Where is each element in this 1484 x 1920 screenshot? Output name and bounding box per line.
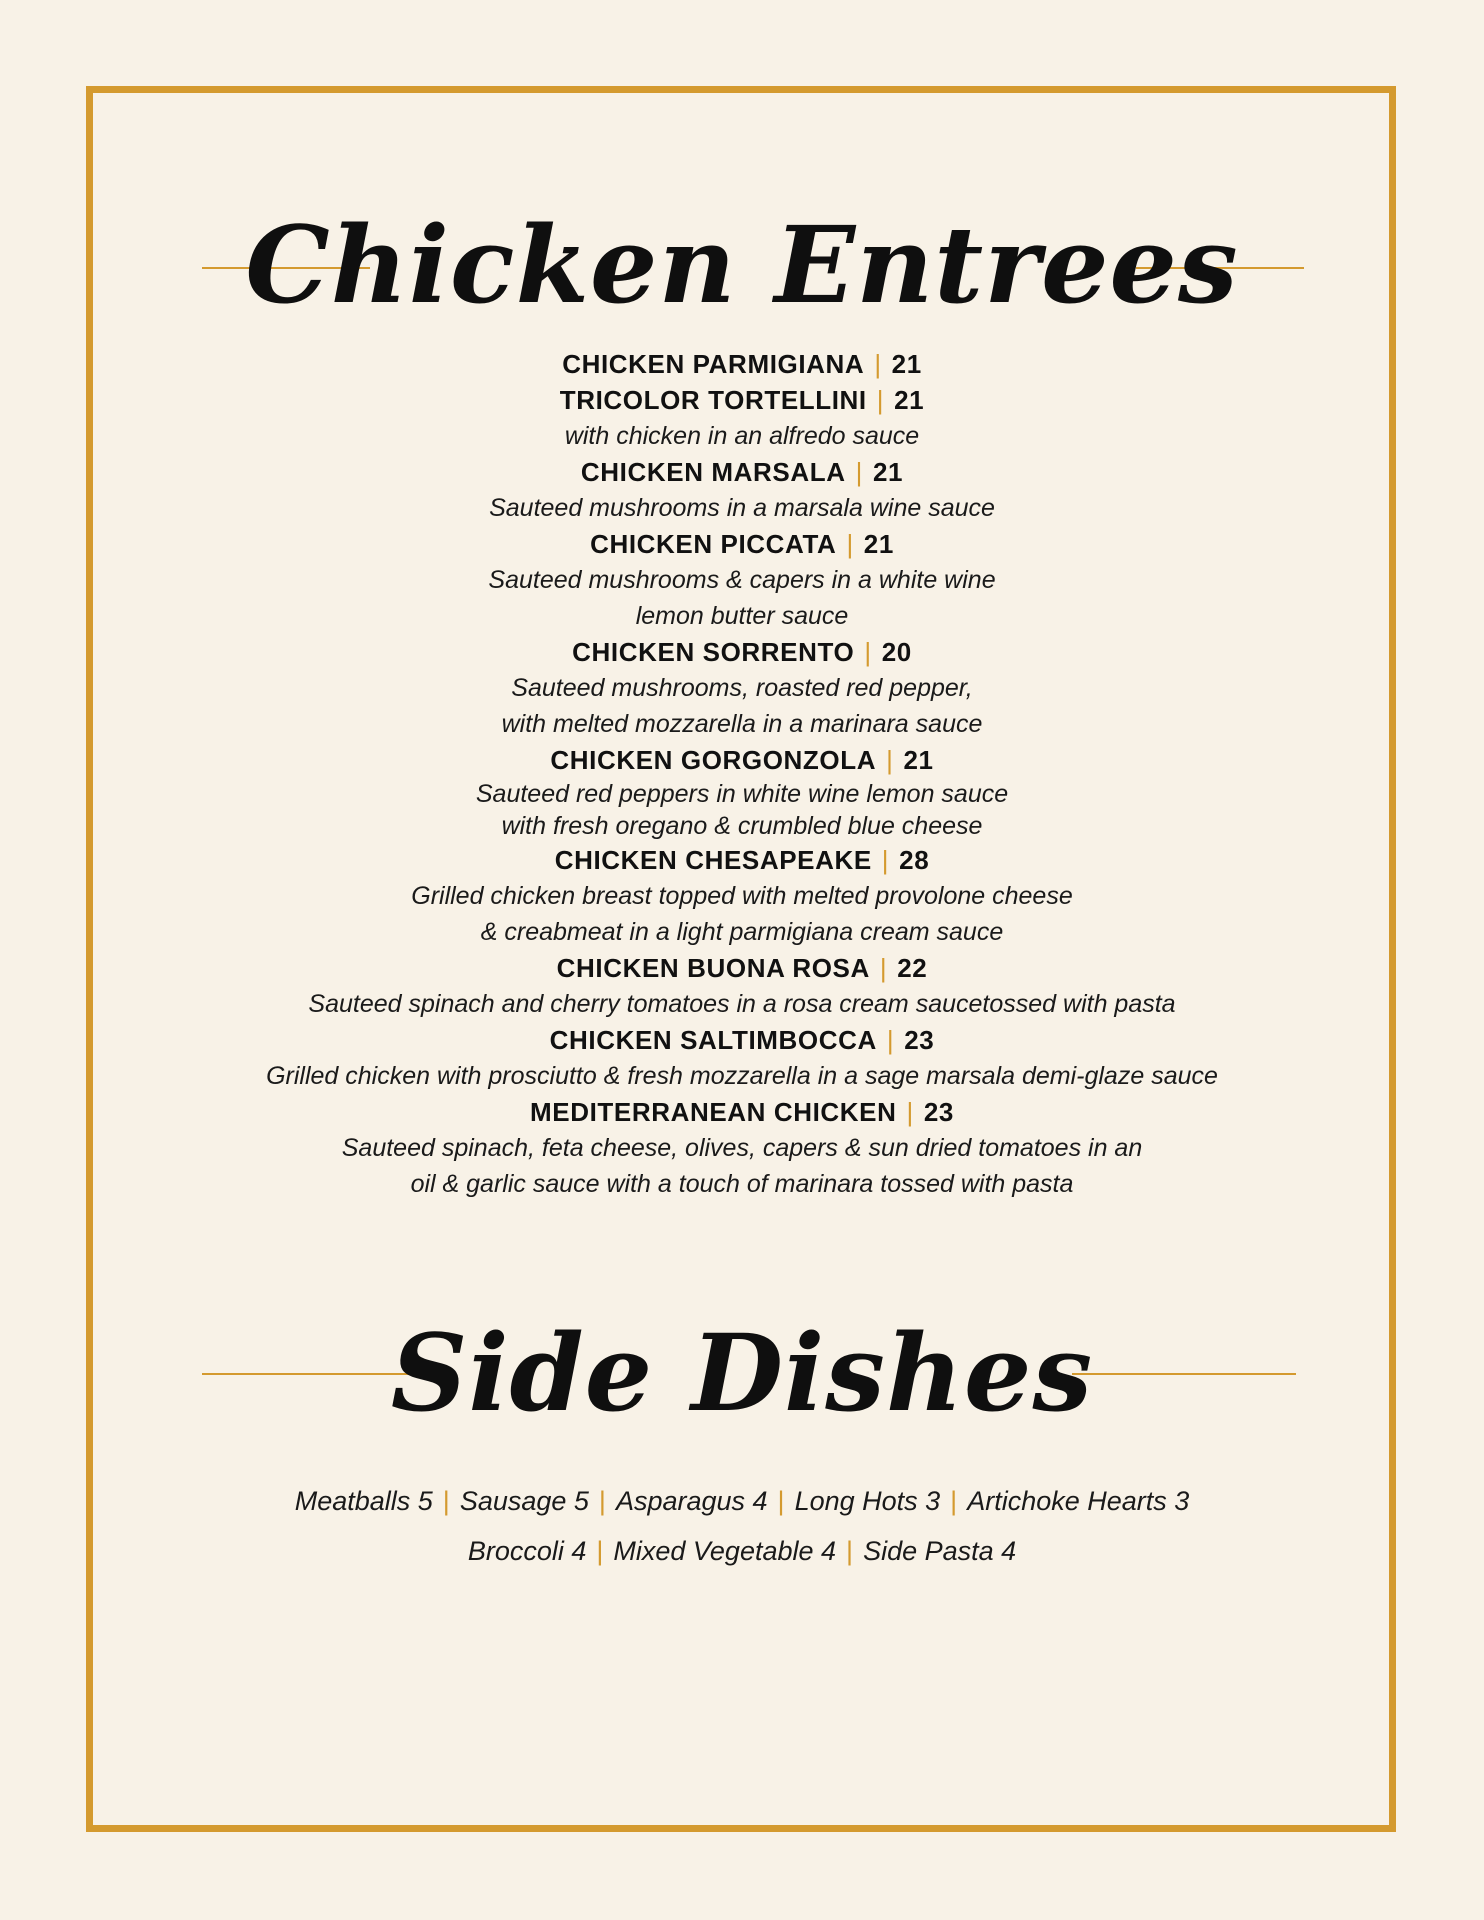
menu-item-price: 21: [863, 529, 894, 559]
menu-item-description: with melted mozzarella in a marinara sauce: [501, 710, 983, 738]
menu-item-price: 21: [903, 745, 934, 775]
menu-item-name: CHICKEN SALTIMBOCCA: [549, 1025, 877, 1055]
menu-item-title: [0, 382, 1484, 418]
menu-item-description: Sauteed mushrooms & capers in a white wine: [488, 566, 996, 594]
menu-item-name: CHICKEN PICCATA: [590, 529, 837, 559]
menu-item-name: MEDITERRANEAN CHICKEN: [530, 1097, 897, 1127]
separator-bar: |: [906, 1097, 914, 1127]
side-dishes-list: [0, 1476, 1484, 1576]
side-dish-item: Sausage 5: [459, 1486, 589, 1516]
side-dish-item: Meatballs 5: [294, 1486, 433, 1516]
menu-item-price: 21: [891, 349, 922, 379]
menu-item-title: [0, 634, 1484, 670]
menu-item-price: 21: [894, 385, 925, 415]
menu-item-title: [0, 454, 1484, 490]
menu-item-price: 23: [923, 1097, 954, 1127]
menu-item-title: [0, 950, 1484, 986]
separator-bar: |: [442, 1486, 450, 1516]
menu-item-name: CHICKEN GORGONZOLA: [550, 745, 877, 775]
menu-item-price: 20: [881, 637, 912, 667]
side-dish-item: Artichoke Hearts 3: [967, 1486, 1190, 1516]
separator-bar: |: [876, 385, 885, 415]
menu-item-description: with chicken in an alfredo sauce: [564, 422, 920, 450]
separator-bar: |: [846, 529, 854, 559]
section-title-sides: Side Dishes: [390, 1310, 1094, 1435]
menu-item-name: CHICKEN SORRENTO: [572, 637, 855, 667]
menu-item-description: Grilled chicken breast topped with melted provolone cheese: [411, 882, 1073, 910]
separator-bar: |: [777, 1486, 785, 1516]
menu-item-name: CHICKEN CHESAPEAKE: [554, 845, 872, 875]
menu-item-description: lemon butter sauce: [635, 602, 849, 630]
separator-bar: |: [950, 1486, 958, 1516]
entrees-list: [0, 346, 1484, 1202]
side-dish-item: Side Pasta 4: [863, 1536, 1017, 1566]
menu-item-price: 22: [897, 953, 928, 983]
menu-item-name: CHICKEN MARSALA: [580, 457, 846, 487]
side-dish-item: Long Hots 3: [794, 1486, 941, 1516]
section-title-entrees: Chicken Entrees: [245, 202, 1239, 327]
side-dish-item: Mixed Vegetable 4: [613, 1536, 837, 1566]
menu-item-description: Sauteed spinach and cherry tomatoes in a rosa cream saucetossed with pasta: [308, 990, 1176, 1018]
menu-item-title: [0, 1022, 1484, 1058]
menu-item-title: [0, 346, 1484, 382]
menu-item-title: [0, 842, 1484, 878]
separator-bar: |: [598, 1486, 606, 1516]
menu-item-price: 23: [904, 1025, 935, 1055]
separator-bar: |: [596, 1536, 604, 1566]
menu-item-name: CHICKEN BUONA ROSA: [556, 953, 870, 983]
menu-item-title: [0, 742, 1484, 778]
separator-bar: |: [886, 745, 894, 775]
menu-item-name: TRICOLOR TORTELLINI: [559, 385, 867, 415]
menu-item-description: oil & garlic sauce with a touch of marinara tossed with pasta: [410, 1170, 1074, 1198]
menu-item-name: CHICKEN PARMIGIANA: [562, 349, 865, 379]
menu-item-description: & creabmeat in a light parmigiana cream sauce: [480, 918, 1004, 946]
separator-bar: |: [879, 953, 888, 983]
menu-item-description: Sauteed mushrooms in a marsala wine sauce: [489, 494, 995, 522]
menu-item-title: [0, 526, 1484, 562]
separator-bar: |: [846, 1536, 854, 1566]
menu-item-description: Sauteed spinach, feta cheese, olives, capers & sun dried tomatoes in an: [341, 1134, 1143, 1162]
separator-bar: |: [864, 637, 872, 667]
menu-item-price: 28: [899, 845, 930, 875]
separator-bar: |: [886, 1025, 895, 1055]
side-dishes-row: [0, 1476, 1484, 1526]
menu-item-description: Grilled chicken with prosciutto & fresh mozzarella in a sage marsala demi-glaze sauce: [266, 1062, 1218, 1090]
side-dish-item: Asparagus 4: [615, 1486, 768, 1516]
menu-item-description: Sauteed red peppers in white wine lemon sauce: [475, 780, 1009, 808]
menu-item-description: Sauteed mushrooms, roasted red pepper,: [511, 674, 973, 702]
menu-item-price: 21: [872, 457, 904, 487]
side-dish-item: Broccoli 4: [467, 1536, 587, 1566]
menu-item-description: with fresh oregano & crumbled blue cheese: [501, 812, 983, 840]
separator-bar: |: [855, 457, 863, 487]
menu-item-title: [0, 1094, 1484, 1130]
side-dishes-row: [0, 1526, 1484, 1576]
separator-bar: |: [874, 349, 882, 379]
separator-bar: |: [881, 845, 890, 875]
